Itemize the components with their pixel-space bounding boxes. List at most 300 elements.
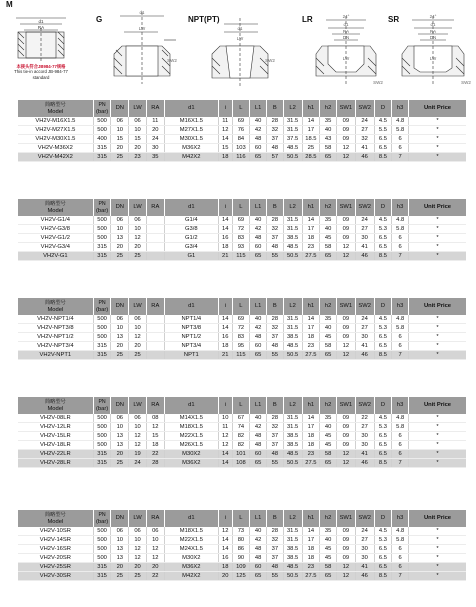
column-header [218,100,232,117]
table-cell: 101 [232,450,250,459]
table-cell: 18 [302,432,320,441]
table-cell: 6.5 [374,450,392,459]
table-cell: 6.5 [374,563,392,572]
column-header [18,199,93,216]
table-cell: 09 [336,315,355,324]
table-cell: 10 [111,225,129,234]
column-header-cn: PN [98,201,106,208]
column-header-cn: 简略型号 [44,102,66,109]
column-header-en: L2 [289,204,296,211]
column-header-en: RA [151,303,160,310]
table-cell: 27.5 [302,459,320,468]
table-cell: 37 [267,333,284,342]
column-header [250,510,267,527]
g-d1-label: d1 [139,10,145,15]
table-cell: M16X1.5 [164,117,218,126]
table-cell: 42 [250,423,267,432]
table-cell: 10 [129,324,147,333]
column-header [336,510,355,527]
table-cell: 17 [302,536,320,545]
table-cell: 60 [250,144,267,153]
table-cell: M36X2 [164,563,218,572]
table-cell: 28 [267,527,284,536]
table-cell: 14 [302,117,320,126]
table-cell: 4.5 [374,216,392,225]
table-cell: 14 [302,527,320,536]
table-cell: 40 [250,216,267,225]
table-cell: 20 [146,126,164,135]
table-cell: 09 [336,527,355,536]
table-cell: 41 [355,243,374,252]
column-header [111,397,129,414]
table-cell: 09 [336,536,355,545]
table-cell: 45 [320,333,337,342]
column-header-en: (bar) [95,518,109,525]
column-header [18,298,93,315]
unit-price-cell: * [409,135,467,144]
lr-angle-label: 24° [342,14,350,19]
table-cell: 27.5 [302,572,320,581]
table-cell: 48 [250,545,267,554]
g-thread-drawing [102,10,180,88]
column-header-en: L1 [254,515,262,522]
table-cell: 06 [146,527,164,536]
table-cell: 48.5 [283,144,302,153]
table-cell: 4.8 [392,527,409,536]
table-cell: 10 [129,126,147,135]
column-header-cn: PN [98,399,106,406]
lr-ra-label: RA [342,29,350,34]
table-cell: 48 [250,234,267,243]
table-cell: 46 [355,252,374,261]
table-cell: 25 [111,252,129,261]
table-cell: 40 [320,324,337,333]
table-cell: 8.5 [374,459,392,468]
table-cell: 65 [250,572,267,581]
column-header-en: D [380,105,386,112]
unit-price-cell: * [409,545,467,554]
table-cell: 20 [111,563,129,572]
column-header [111,510,129,527]
column-header-en: h1 [307,402,315,409]
table-cell: 15 [129,135,147,144]
table-row [18,423,466,432]
column-header-en: h2 [324,105,332,112]
table-cell: 7 [392,252,409,261]
column-header-en: L1 [254,303,262,310]
table-cell: 12 [336,243,355,252]
table-cell: 22 [355,414,374,423]
table-cell: 10 [146,536,164,545]
table-row [18,527,466,536]
table-cell: 37.5 [283,135,302,144]
unit-price-cell: * [409,126,467,135]
table-cell [146,225,164,234]
table-cell: 6.5 [374,333,392,342]
unit-price-cell: * [409,423,467,432]
table-cell: 69 [232,315,250,324]
column-header-en: D [380,303,386,310]
table-cell: 12 [218,432,232,441]
column-header [250,397,267,414]
table-cell: 18 [302,234,320,243]
column-header [111,199,129,216]
table-cell: 09 [336,135,355,144]
npt-sw2-label: SW2 [265,58,275,63]
column-header-en: LW [133,515,142,522]
table-cell: 93 [232,243,250,252]
table-cell: 45 [320,234,337,243]
table-cell: 22 [146,572,164,581]
table-cell: 14 [218,459,232,468]
column-header [93,510,111,527]
table-cell: 30 [355,234,374,243]
table-cell: 09 [336,333,355,342]
column-header-en: d1 [188,303,195,310]
column-header [250,100,267,117]
table-cell: 315 [93,342,111,351]
column-header [267,397,284,414]
column-header-cn: 简略型号 [44,399,66,406]
column-header [302,397,320,414]
column-header [232,510,250,527]
table-cell: 37 [267,135,284,144]
table-cell: 20 [111,144,129,153]
table-cell: G1/2 [164,234,218,243]
table-cell: 500 [93,536,111,545]
table-cell: 12 [336,252,355,261]
column-header [392,199,409,216]
table-cell: 125 [232,572,250,581]
table-cell: 500 [93,216,111,225]
column-header [111,100,129,117]
column-header [302,510,320,527]
unit-price-cell: * [409,315,467,324]
column-header-en: SW1 [339,515,353,522]
sr-d1-label: d1 [430,22,436,27]
table-cell: 4.8 [392,315,409,324]
table-cell: 65 [250,459,267,468]
table-row [18,351,466,360]
table-cell: 09 [336,441,355,450]
model-cell: VH2V-M36X2 [18,144,93,153]
table-cell: 30 [355,432,374,441]
model-cell: VH2V-NPT1/4 [18,315,93,324]
column-header-cn: 简略型号 [44,201,66,208]
column-header-en: DN [115,303,124,310]
table-cell: 27.5 [302,351,320,360]
table-cell: 65 [250,252,267,261]
table-cell: 72 [232,324,250,333]
table-cell: 12 [218,126,232,135]
table-row [18,135,466,144]
column-header [320,298,337,315]
table-row [18,144,466,153]
table-cell: NPT1 [164,351,218,360]
table-cell: 10 [111,536,129,545]
column-header-en: Unit Price [423,402,452,409]
column-header-en: Unit Price [423,303,452,310]
column-header [409,397,467,414]
table-cell: 10 [129,536,147,545]
column-header-en: i [224,204,226,211]
column-header [129,199,147,216]
unit-price-cell: * [409,527,467,536]
table-cell: 13 [111,545,129,554]
column-header-en: DN [115,402,124,409]
table-cell: 23 [302,450,320,459]
table-cell: 41 [355,450,374,459]
table-cell: 12 [129,554,147,563]
table-cell: 14 [218,324,232,333]
model-cell: VH2V-20SR [18,554,93,563]
table-cell: 19 [129,450,147,459]
table-cell: 60 [250,342,267,351]
table-cell: 20 [218,572,232,581]
table-cell [146,252,164,261]
column-header-en: LW [133,402,142,409]
column-header-en: Model [47,306,64,313]
table-cell: 45 [320,545,337,554]
table-cell: 12 [129,234,147,243]
table-cell: 31.5 [283,414,302,423]
table-cell: 08 [146,414,164,423]
table-cell: 12 [218,441,232,450]
table-cell: 09 [336,234,355,243]
table-cell: 09 [336,126,355,135]
table-cell: 500 [93,324,111,333]
column-header-en: SW2 [358,303,371,310]
column-header-en: SW1 [339,204,353,211]
table-cell: 42 [250,225,267,234]
table-row [18,572,466,581]
table-cell: 37 [267,545,284,554]
column-header [355,397,374,414]
table-cell: 28 [267,414,284,423]
table-row [18,117,466,126]
table-cell: 12 [146,554,164,563]
table-cell: 82 [232,432,250,441]
table-cell: 40 [320,126,337,135]
table-cell: 50.5 [283,572,302,581]
column-header-en: LW [133,204,142,211]
table-cell: 17 [302,324,320,333]
table-cell: 40 [320,225,337,234]
model-cell: VH2V-NPT1 [18,351,93,360]
table-cell: 76 [232,126,250,135]
table-cell: 14 [218,225,232,234]
table-cell: 8.5 [374,351,392,360]
table-row [18,545,466,554]
column-header [232,397,250,414]
table-cell: 6.5 [374,144,392,153]
table-cell: 16 [218,333,232,342]
table-cell: G3/4 [164,243,218,252]
table-cell: 15 [111,135,129,144]
table-cell: 55 [267,572,284,581]
table-cell: 16 [218,554,232,563]
column-header-en: h3 [396,105,404,112]
table-cell: 5.8 [392,225,409,234]
table-cell: G1 [164,252,218,261]
column-header [93,100,111,117]
table-cell: 10 [111,423,129,432]
column-header-en: DN [115,515,124,522]
table-cell: 25 [111,459,129,468]
table-cell: 60 [250,563,267,572]
table-cell: M42X2 [164,572,218,581]
table-cell: NPT1/2 [164,333,218,342]
column-header [93,397,111,414]
table-cell: M36X2 [164,459,218,468]
model-cell: VH2V-G1 [18,252,93,261]
column-header [302,298,320,315]
column-header [250,298,267,315]
column-header-en: L2 [289,303,296,310]
table-cell: 37 [267,441,284,450]
table-cell: 12 [218,527,232,536]
column-header [355,100,374,117]
column-header-en: (bar) [95,207,109,214]
table-cell: 20 [111,450,129,459]
unit-price-cell: * [409,351,467,360]
column-header-en: h3 [396,204,404,211]
table-cell: 500 [93,234,111,243]
column-header-en: h1 [307,515,315,522]
sr-lw-label: LW [429,56,437,61]
table-cell: 69 [232,216,250,225]
column-header [336,298,355,315]
column-header-en: B [272,105,277,112]
type-label-sr: SR [388,15,400,24]
table-cell: M22X1.5 [164,536,218,545]
table-cell: 5.3 [374,324,392,333]
table-cell: 6 [392,545,409,554]
npt-lw-label: LW [236,36,244,41]
table-cell: 25 [302,144,320,153]
table-cell: 27.5 [302,252,320,261]
model-cell: VH2V-08LR [18,414,93,423]
table-cell: 46 [355,572,374,581]
table-cell: 4.5 [374,315,392,324]
model-cell: VH2V-NPT3/4 [18,342,93,351]
column-header-en: SW2 [358,204,371,211]
table-cell: 46 [355,153,374,162]
table-header-row [18,510,466,527]
unit-price-cell: * [409,432,467,441]
table-cell: 46 [355,459,374,468]
table-cell: 30 [355,545,374,554]
table-cell: 55 [267,351,284,360]
table-cell: 11 [218,423,232,432]
unit-price-cell: * [409,117,467,126]
spec-table [18,397,466,468]
column-header-en: Unit Price [423,204,452,211]
table-cell [146,216,164,225]
table-cell: 48 [267,144,284,153]
table-cell: 17 [302,126,320,135]
table-cell [146,342,164,351]
table-cell: 28 [146,459,164,468]
table-cell: 6.5 [374,432,392,441]
column-header-en: h1 [307,303,315,310]
table-row [18,252,466,261]
table-cell: 6.5 [374,135,392,144]
column-header [374,298,392,315]
spec-table [18,298,466,360]
table-cell: 48 [250,135,267,144]
table-cell: 60 [250,450,267,459]
table-cell: 109 [232,563,250,572]
unit-price-cell: * [409,333,467,342]
column-header [129,298,147,315]
column-header-cn: 简略型号 [44,512,66,519]
table-cell: 4.5 [374,527,392,536]
type-label-lr: LR [302,15,313,24]
table-cell: 30 [355,441,374,450]
table-cell: 115 [232,351,250,360]
model-cell: VH2V-M30X1.5 [18,135,93,144]
table-cell: M30X2 [164,450,218,459]
table-cell: 40 [250,414,267,423]
column-header [93,199,111,216]
column-header [111,298,129,315]
column-header [267,100,284,117]
table-row [18,324,466,333]
column-header-en: L2 [289,105,296,112]
table-cell: 21 [218,252,232,261]
table-row [18,536,466,545]
column-header-en: h2 [324,402,332,409]
column-header-en: SW1 [339,105,353,112]
table-cell: 14 [218,545,232,554]
table-cell: 25 [111,351,129,360]
column-header-en: L1 [254,204,262,211]
column-header-en: L2 [289,515,296,522]
spec-table [18,199,466,261]
table-row [18,459,466,468]
table-cell: 14 [302,315,320,324]
table-cell: 58 [320,342,337,351]
table-cell: 4.8 [392,414,409,423]
table-cell: 8.5 [374,572,392,581]
column-header [218,298,232,315]
model-cell: VH2V-15LR [18,432,93,441]
table-cell: 12 [129,441,147,450]
column-header [146,397,164,414]
g-lw-label: LW [138,26,146,31]
table-cell: 13 [111,234,129,243]
unit-price-cell: * [409,441,467,450]
table-cell: 12 [146,545,164,554]
table-cell: 23 [302,563,320,572]
column-header-en: RA [151,204,160,211]
table-cell: 12 [129,432,147,441]
column-header-en: (bar) [95,306,109,313]
table-cell: 48.5 [283,450,302,459]
table-cell: 31.5 [283,225,302,234]
column-header-en: (bar) [95,108,109,115]
unit-price-cell: * [409,414,467,423]
table-cell: 28.5 [302,153,320,162]
table-cell: 14 [302,216,320,225]
column-header-en: L1 [254,105,262,112]
table-cell: 116 [232,153,250,162]
table-cell: 48 [267,243,284,252]
table-cell: 48.5 [283,342,302,351]
column-header-en: LW [133,105,142,112]
column-header [283,397,302,414]
